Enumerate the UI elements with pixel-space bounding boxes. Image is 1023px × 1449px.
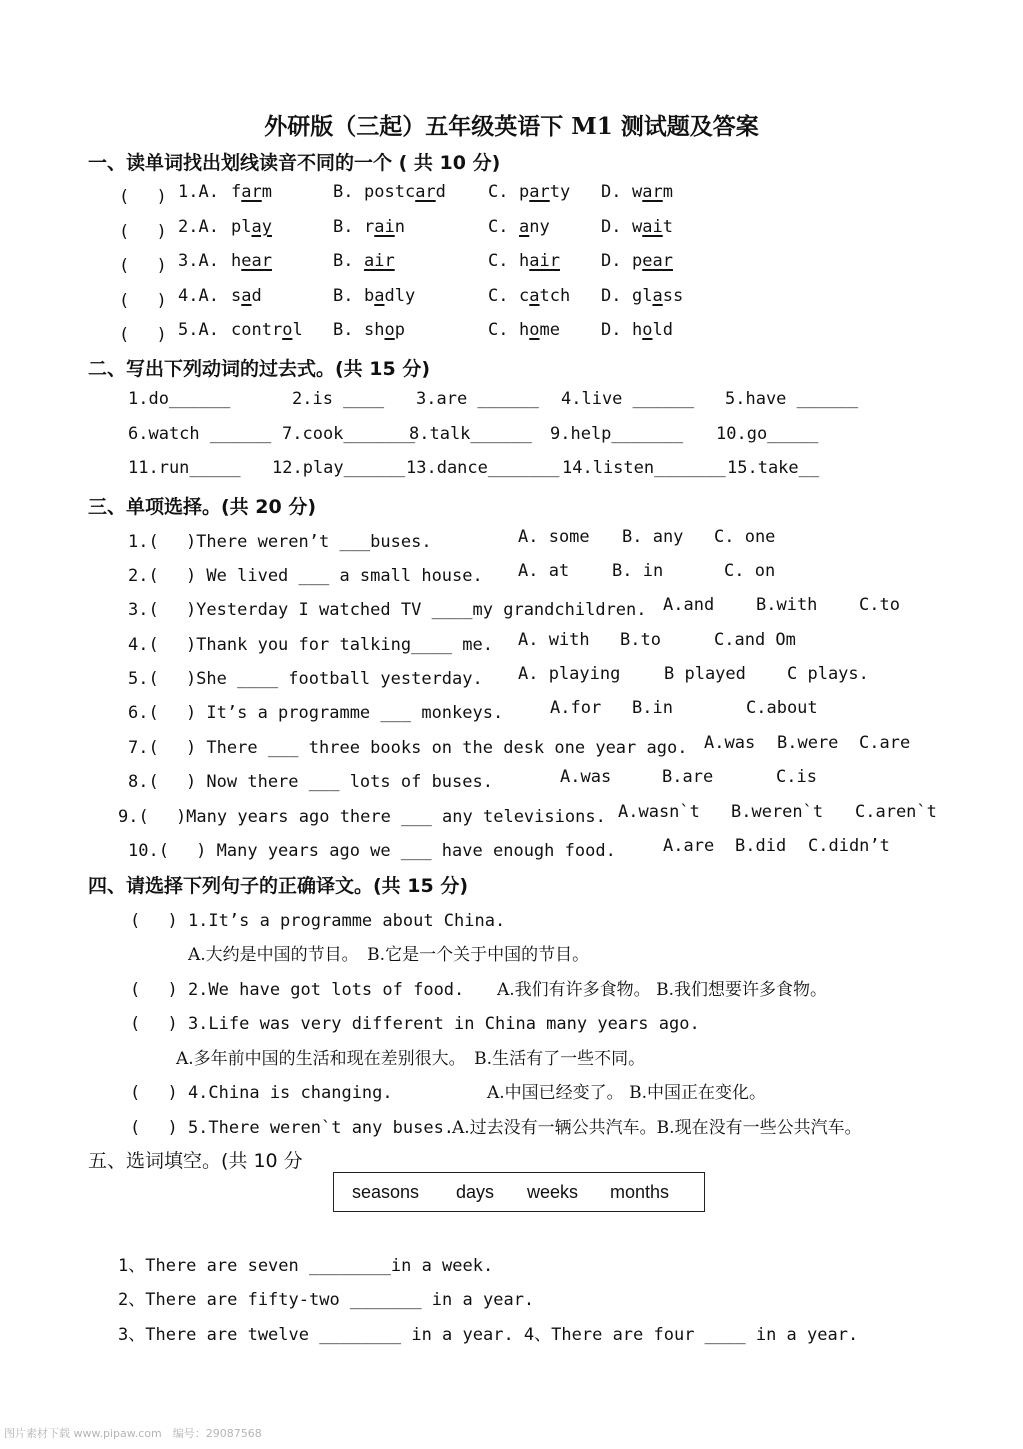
mc-question: 9.( )Many years ago there ___ any televisions.: [118, 807, 606, 827]
answer-bracket: ( ): [119, 222, 167, 242]
verb-blank: 14.listen_______: [562, 458, 726, 478]
option-a-word: play: [231, 217, 272, 237]
option-letter: D.: [601, 217, 622, 237]
option-c-word: any: [519, 217, 550, 237]
page-title: 外研版（三起）五年级英语下 M1 测试题及答案: [264, 113, 759, 140]
mc-option: A.and: [663, 595, 715, 615]
mc-question: 2.( ) We lived ___ a small house.: [128, 566, 483, 586]
mc-option: A. with: [518, 630, 590, 650]
option-d-word: hold: [632, 320, 673, 340]
option-letter: D.: [601, 251, 622, 271]
underlined-letters: a: [529, 286, 540, 306]
mc-question: 4.( )Thank you for talking____ me.: [128, 635, 493, 655]
underlined-letters: o: [384, 320, 395, 340]
underlined-letters: ar: [642, 182, 663, 202]
mc-option: B.weren`t: [731, 802, 824, 822]
underlined-letters: a: [519, 217, 530, 237]
mc-option: C.aren`t: [855, 802, 937, 822]
mc-option: C. on: [724, 561, 776, 581]
option-letter: B.: [333, 217, 354, 237]
option-c-word: home: [519, 320, 560, 340]
mc-option: A.are: [663, 836, 715, 856]
verb-blank: 10.go_____: [716, 424, 819, 444]
option-letter: B.: [333, 182, 354, 202]
word-bank-box: [333, 1172, 705, 1212]
underlined-letters: a: [374, 286, 385, 306]
option-c-word: party: [519, 182, 571, 202]
option-b-word: badly: [364, 286, 416, 306]
verb-blank: 6.watch ______: [128, 424, 272, 444]
mc-option: A.wasn`t: [618, 802, 700, 822]
option-b-word: [364, 251, 395, 271]
option-b-word: postcard: [364, 182, 446, 202]
question-number: 4.A.: [178, 286, 219, 306]
option-a-word: sad: [231, 286, 262, 306]
option-b-word: rain: [364, 217, 405, 237]
answer-bracket: ( ): [119, 325, 167, 345]
option-letter: C.: [488, 251, 509, 271]
mc-question: 8.( ) Now there ___ lots of buses.: [128, 772, 493, 792]
mc-option: B.to: [620, 630, 661, 650]
underlined-letters: ear: [241, 251, 272, 271]
mc-question: 3.( )Yesterday I watched TV ____my grandchildren.: [128, 600, 647, 620]
underlined-letters: ar: [415, 182, 436, 202]
mc-option: C plays.: [787, 664, 869, 684]
underlined-letters: a: [652, 286, 663, 306]
mc-option: A. playing: [518, 664, 621, 684]
mc-option: B played: [664, 664, 746, 684]
translation-options: A.中国已经变了。 B.中国正在变化。: [487, 1083, 766, 1103]
mc-option: C.didn’t: [808, 836, 890, 856]
option-letter: D.: [601, 320, 622, 340]
mc-option: A.for: [550, 698, 602, 718]
mc-option: A. at: [518, 561, 570, 581]
word-bank-item: weeks: [527, 1182, 579, 1202]
verb-blank: 8.talk______: [409, 424, 532, 444]
translation-question: ( ) 1.It’s a programme about China.: [130, 911, 506, 931]
option-a-word: control: [231, 320, 303, 340]
mc-option: A. some: [518, 527, 590, 547]
question-number: 1.A.: [178, 182, 219, 202]
underlined-letters: ear: [642, 251, 673, 271]
translation-options: A.我们有许多食物。 B.我们想要许多食物。: [497, 980, 827, 1000]
section-1-heading: 一、读单词找出划线读音不同的一个 ( 共 10 分): [88, 152, 501, 174]
translation-question: ( ) 3.Life was very different in China many years ago.: [130, 1014, 700, 1034]
option-letter: D.: [601, 286, 622, 306]
mc-question: 10.( ) Many years ago we ___ have enough food.: [128, 841, 616, 861]
verb-blank: 7.cook_______: [282, 424, 416, 444]
mc-option: B.were: [777, 733, 839, 753]
option-d-word: warm: [632, 182, 673, 202]
option-letter: B.: [333, 251, 354, 271]
verb-blank: 1.do______: [128, 389, 231, 409]
mc-question: 1.( )There weren’t ___buses.: [128, 532, 432, 552]
translation-question: ( ) 5.There weren`t any buses.: [130, 1118, 455, 1138]
mc-option: A.was: [560, 767, 612, 787]
translation-options: A.多年前中国的生活和现在差别很大。 B.生活有了一些不同。: [176, 1049, 646, 1069]
section-5-heading: 五、选词填空。(共 10 分: [88, 1150, 303, 1172]
mc-option: B. any: [622, 527, 684, 547]
mc-question: 5.( )She ____ football yesterday.: [128, 669, 483, 689]
fill-blank-2: 2、There are fifty-two _______ in a year.: [118, 1290, 535, 1310]
mc-option: C.is: [776, 767, 817, 787]
verb-blank: 5.have ______: [725, 389, 859, 409]
mc-option: B.did: [735, 836, 787, 856]
underlined-letters: ay: [251, 217, 272, 237]
section-3-heading: 三、单项选择。(共 20 分): [88, 496, 317, 518]
translation-question: ( ) 4.China is changing.: [130, 1083, 393, 1103]
underlined-letters: o: [282, 320, 293, 340]
underlined-letters: air: [364, 251, 395, 271]
mc-option: A.was: [704, 733, 756, 753]
option-letter: B.: [333, 320, 354, 340]
verb-blank: 4.live ______: [561, 389, 695, 409]
underlined-letters: ai: [374, 217, 395, 237]
underlined-letters: ai: [642, 217, 663, 237]
option-a-word: hear: [231, 251, 272, 271]
word-bank-item: seasons: [352, 1182, 420, 1202]
fill-blank-3: 3、There are twelve ________ in a year. 4、There are four ____ in a year.: [118, 1325, 859, 1345]
verb-blank: 3.are ______: [416, 389, 539, 409]
mc-option: B.with: [756, 595, 818, 615]
underlined-letters: air: [529, 251, 560, 271]
answer-bracket: ( ): [119, 256, 167, 276]
word-bank-item: months: [610, 1182, 670, 1202]
option-letter: C.: [488, 286, 509, 306]
option-c-word: hair: [519, 251, 560, 271]
mc-option: C.and Om: [714, 630, 796, 650]
mc-option: C. one: [714, 527, 776, 547]
option-c-word: catch: [519, 286, 571, 306]
option-letter: C.: [488, 320, 509, 340]
mc-option: B.are: [662, 767, 714, 787]
option-d-word: pear: [632, 251, 673, 271]
question-number: 3.A.: [178, 251, 219, 271]
question-number: 5.A.: [178, 320, 219, 340]
verb-blank: 2.is ____: [292, 389, 385, 409]
question-number: 2.A.: [178, 217, 219, 237]
underlined-letters: o: [529, 320, 540, 340]
section-4-heading: 四、请选择下列句子的正确译文。(共 15 分): [88, 875, 469, 897]
translation-options: A.大约是中国的节目。 B.它是一个关于中国的节目。: [188, 945, 590, 965]
mc-option: C.are: [859, 733, 911, 753]
underlined-letters: o: [642, 320, 653, 340]
word-bank-item: days: [456, 1182, 495, 1202]
option-d-word: wait: [632, 217, 673, 237]
watermark: 图片素材下载 www.pipaw.com 编号：29087568: [4, 1427, 262, 1440]
answer-bracket: ( ): [119, 291, 167, 311]
fill-blank-1: 1、There are seven ________in a week.: [118, 1256, 494, 1276]
mc-option: C.about: [746, 698, 818, 718]
section-2-heading: 二、写出下列动词的过去式。(共 15 分): [88, 358, 431, 380]
underlined-letters: ar: [529, 182, 550, 202]
translation-options: A.过去没有一辆公共汽车。B.现在没有一些公共汽车。: [452, 1118, 862, 1138]
translation-question: ( ) 2.We have got lots of food.: [130, 980, 465, 1000]
verb-blank: 12.play______: [272, 458, 406, 478]
option-letter: D.: [601, 182, 622, 202]
option-letter: B.: [333, 286, 354, 306]
mc-question: 7.( ) There ___ three books on the desk one year ago.: [128, 738, 688, 758]
mc-option: C.to: [859, 595, 900, 615]
option-letter: C.: [488, 217, 509, 237]
underlined-letters: ar: [241, 182, 262, 202]
mc-question: 6.( ) It’s a programme ___ monkeys.: [128, 703, 504, 723]
verb-blank: 11.run_____: [128, 458, 241, 478]
verb-blank: 15.take__: [727, 458, 820, 478]
verb-blank: 13.dance_______: [406, 458, 560, 478]
mc-option: B. in: [612, 561, 664, 581]
option-d-word: glass: [632, 286, 684, 306]
mc-option: B.in: [632, 698, 673, 718]
underlined-letters: a: [241, 286, 252, 306]
option-b-word: shop: [364, 320, 405, 340]
option-a-word: farm: [231, 182, 272, 202]
option-letter: C.: [488, 182, 509, 202]
answer-bracket: ( ): [119, 187, 167, 207]
verb-blank: 9.help_______: [550, 424, 684, 444]
